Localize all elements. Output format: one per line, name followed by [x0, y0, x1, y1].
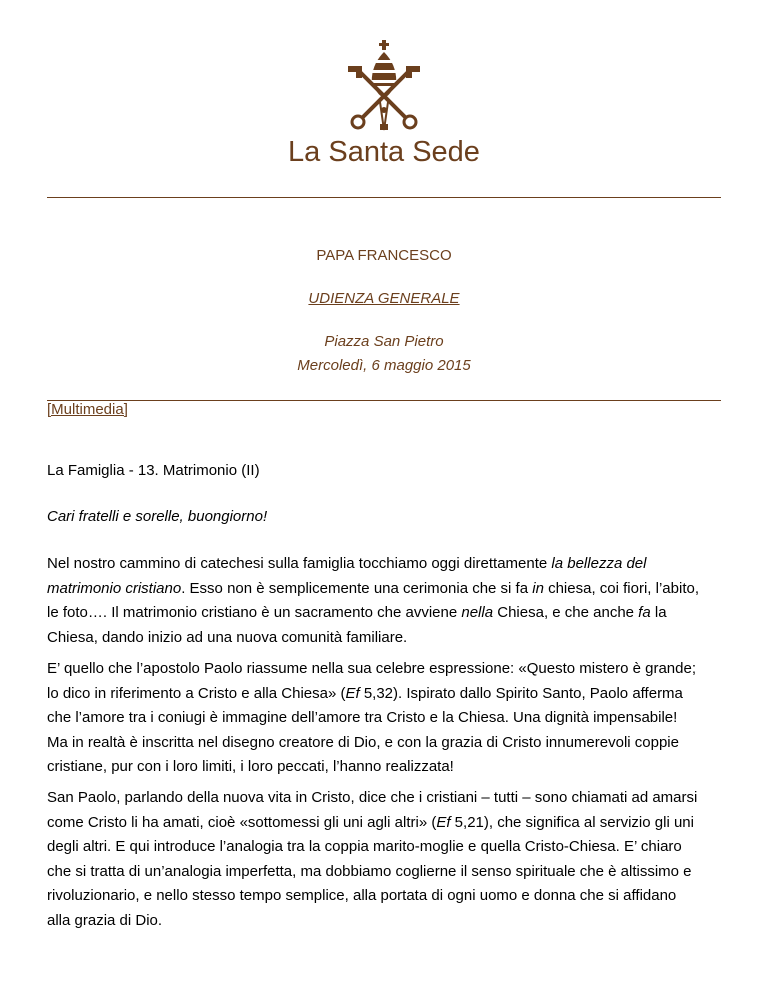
text-run-italic: in — [532, 579, 544, 597]
text-run: Ma in realtà è inscritta nel disegno creatore di Dio, e con la grazia di Cristo innumerevoli coppie — [47, 733, 679, 751]
paragraph-1 — [47, 552, 727, 650]
text-run-italic: la bellezza del — [551, 555, 647, 572]
event-title: UDIENZA GENERALE — [308, 290, 460, 307]
author-label: PAPA FRANCESCO — [316, 247, 452, 264]
text-run: le foto…. Il matrimonio cristiano è un sacramento che avviene — [47, 604, 462, 621]
text-run: che si tratta di un’analogia imperfetta, ma dobbiamo coglierne il senso spirituale che è altissimo e — [47, 862, 692, 880]
text-run: la — [650, 604, 667, 621]
paragraph-3 — [47, 786, 727, 933]
text-run: Chiesa, e che anche — [493, 604, 639, 621]
text-run-italic: nella — [461, 604, 494, 621]
multimedia-link[interactable]: [Multimedia] — [47, 401, 128, 418]
text-run: come Cristo li ha amati, cioè «sottomessi gli uni agli altri» ( — [47, 813, 437, 831]
article-greeting: Cari fratelli e sorelle, buongiorno! — [47, 508, 268, 525]
text-run-italic: fa — [638, 604, 651, 621]
text-run: che l’amore tra i coniugi è immagine dell’amore tra Cristo e la Chiesa. Una dignità impensabile! — [47, 709, 678, 726]
text-run: E’ quello che l’apostolo Paolo riassume nella sua celebre espressione: «Questo mistero è grande; — [47, 660, 696, 677]
text-run: cristiane, pur con i loro limiti, i loro peccati, l’hanno realizzata! — [47, 758, 454, 775]
event-date: Mercoledì, 6 maggio 2015 — [297, 357, 471, 374]
text-run: San Paolo, parlando della nuova vita in Cristo, dice che i cristiani – tutti – sono chiamati ad amarsi — [47, 789, 698, 806]
site-title: La Santa Sede — [288, 136, 480, 168]
text-run: 5,21), che significa al servizio gli uni — [450, 813, 694, 831]
text-run: alla grazia di Dio. — [47, 911, 163, 929]
text-run: 5,32). Ispirato dallo Spirito Santo, Paolo afferma — [359, 684, 683, 702]
text-run-italic: Ef — [436, 813, 451, 831]
holy-see-coat-of-arms-icon — [334, 38, 434, 132]
text-run: lo dico in riferimento a Cristo e alla Chiesa» ( — [47, 684, 346, 702]
text-run: . Esso non è semplicemente una cerimonia che si fa — [181, 579, 533, 597]
text-run: chiesa, coi fiori, l’abito, — [543, 579, 699, 597]
event-place: Piazza San Pietro — [324, 333, 444, 350]
article-title: La Famiglia - 13. Matrimonio (II) — [47, 462, 260, 479]
paragraph-2 — [47, 657, 727, 780]
header-divider — [47, 197, 721, 198]
text-run-italic: Ef — [345, 684, 360, 702]
text-run: degli altri. E qui introduce l’analogia tra la coppia marito-moglie e quella Cristo-Chiesa. E’ chiaro — [47, 838, 682, 855]
text-run: Nel nostro cammino di catechesi sulla famiglia tocchiamo oggi direttamente — [47, 555, 552, 572]
text-run: Chiesa, dando inizio ad una nuova comunità familiare. — [47, 628, 408, 646]
meta-divider — [47, 400, 721, 401]
text-run-italic: matrimonio cristiano — [47, 579, 182, 597]
text-run: rivoluzionario, e nello stesso tempo semplice, alla portata di ogni uomo e donna che si affidano — [47, 887, 677, 904]
